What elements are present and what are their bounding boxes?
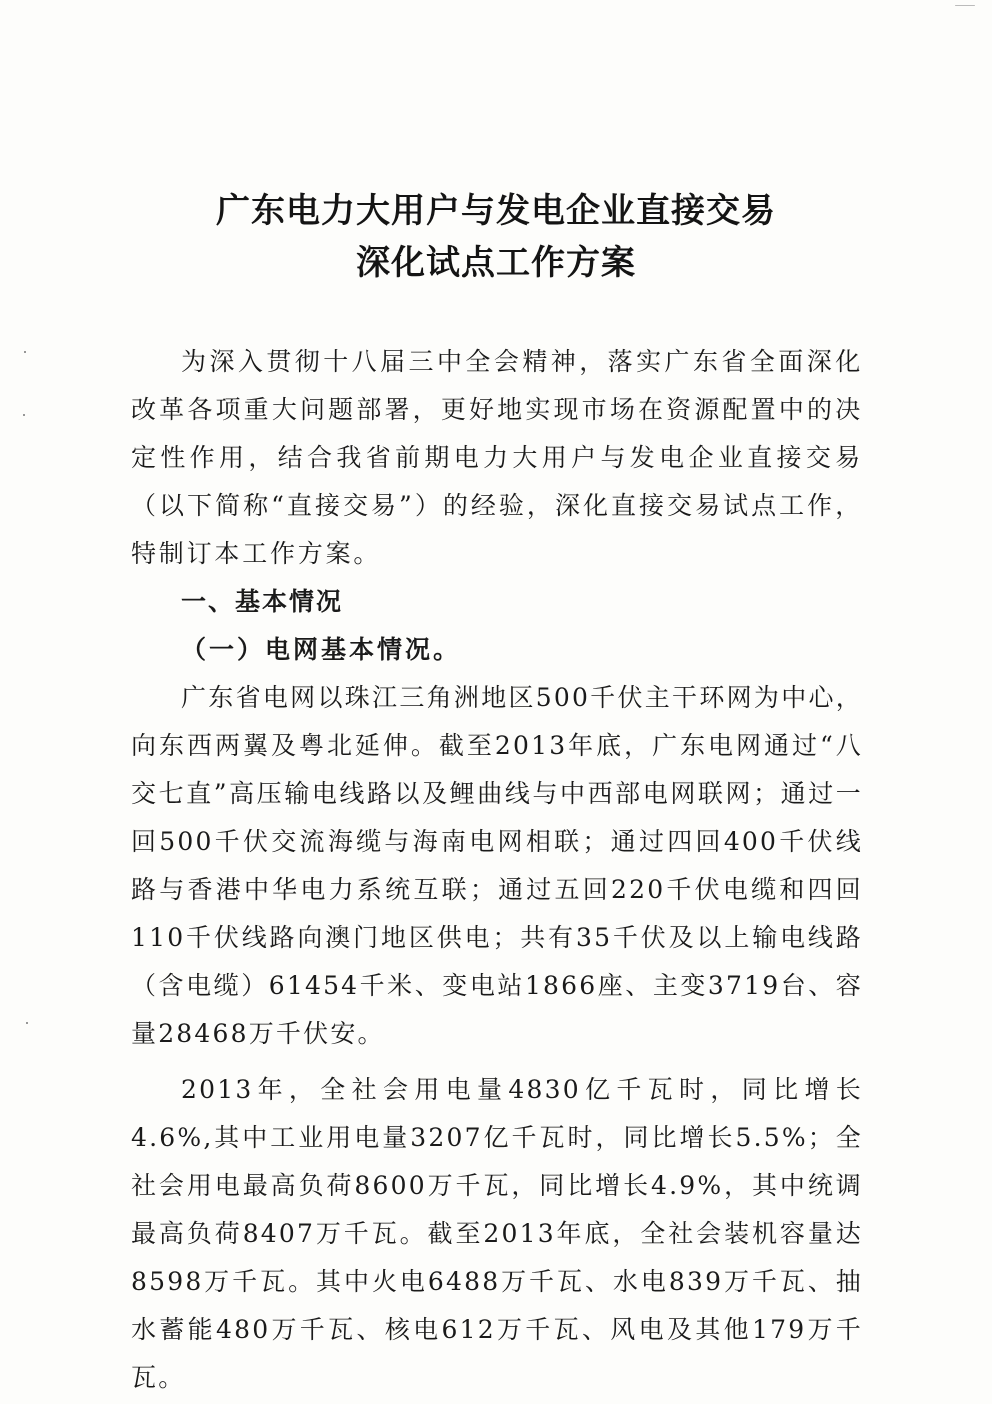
subsection-heading: （一）电网基本情况。 <box>181 635 462 664</box>
grid-paragraph: 广东省电网以珠江三角洲地区500千伏主干环网为中心，向东西两翼及粤北延伸。截至2013年底，广东电网通过“八交七直”高压输电线路以及鲤曲线与中西部电网联网；通过一回500千伏交流海缆与海南电网相联；通过四回400千伏线路与香港中华电力系统互联；通过五回220千伏电缆和四回110千伏线路向澳门地区供电；共有35千伏及以上输电线路（含电缆）61454千米、变电站1866座、主变3719台、容量28468万千伏安。 <box>131 683 863 1048</box>
scan-speck <box>26 1022 28 1024</box>
scan-speck <box>23 414 25 416</box>
load-paragraph: 2013年，全社会用电量4830亿千瓦时，同比增长4.6%,其中工业用电量3207亿千瓦时，同比增长5.5%；全社会用电最高负荷8600万千瓦，同比增长4.9%，其中统调最高负荷8407万千瓦。截至2013年底，全社会装机容量达8598万千瓦。其中火电6488万千瓦、水电839万千瓦、抽水蓄能480万千瓦、核电612万千瓦、风电及其他179万千瓦。 <box>131 1075 863 1392</box>
document-body <box>131 338 863 1402</box>
document-title <box>0 185 992 289</box>
title-line-1: 广东电力大用户与发电企业直接交易 <box>216 191 776 231</box>
scan-speck <box>24 351 26 353</box>
scan-speck <box>955 5 975 6</box>
intro-paragraph: 为深入贯彻十八届三中全会精神，落实广东省全面深化改革各项重大问题部署，更好地实现市场在资源配置中的决定性作用，结合我省前期电力大用户与发电企业直接交易（以下简称“直接交易”）的经验，深化直接交易试点工作，特制订本工作方案。 <box>131 347 863 568</box>
section-heading: 一、基本情况 <box>181 587 344 616</box>
title-line-2: 深化试点工作方案 <box>356 243 636 283</box>
